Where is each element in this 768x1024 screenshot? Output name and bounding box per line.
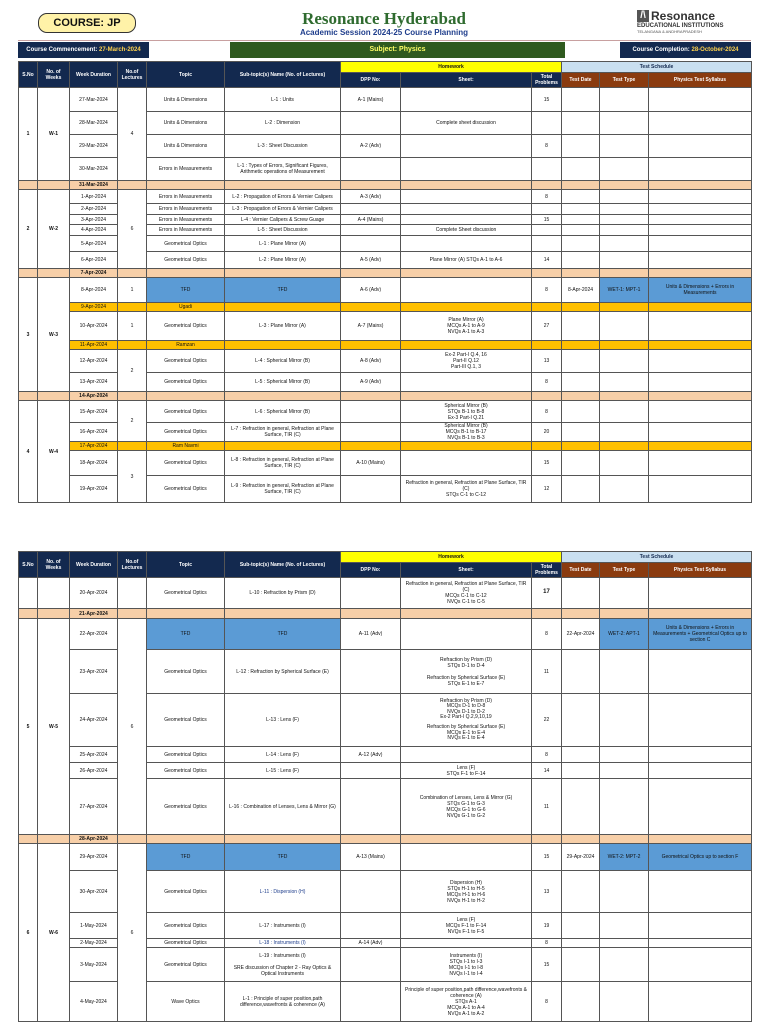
topic-cell: Geometrical Optics	[147, 451, 225, 476]
sheet-cell: Complete Sheet discussion	[401, 225, 532, 236]
dpp-cell: A-5 (Adv)	[341, 252, 401, 269]
buffer-date: 31-Mar-2024	[70, 181, 118, 190]
sheet-cell: Dispersion (H) STQs H-1 to H-5 MCQs H-1 to H-6 NVQs H-1 to H-2	[401, 871, 532, 913]
col-total: Total Problems	[532, 73, 562, 88]
date-cell: 30-Mar-2024	[70, 158, 118, 181]
table-row	[19, 312, 752, 341]
sheet-cell	[401, 88, 532, 112]
buffer-row	[19, 609, 752, 619]
holiday-label: Ugadi	[147, 303, 225, 312]
table-row	[19, 451, 752, 476]
sno-cell: 2	[19, 190, 38, 269]
dpp-cell: A-4 (Mains)	[341, 215, 401, 225]
sheet-cell: Refraction by Prism (D) STQs D-1 to D-4 Refraction by Spherical Surface (E) STQs E-1 to E-7	[401, 650, 532, 694]
lectures-cell: 6	[118, 844, 147, 1022]
commencement-label: Course Commencement:	[26, 47, 98, 53]
date-cell: 27-Apr-2024	[70, 779, 118, 835]
subtopic-cell: L-3 : Propagation of Errors & Vernier Calipers	[225, 204, 341, 215]
total-cell	[532, 236, 562, 252]
subtopic-cell: L-16 : Combination of Lenses, Lens & Mirror (G)	[225, 779, 341, 835]
topic-cell: Geometrical Optics	[147, 476, 225, 503]
sheet-cell: Combination of Lenses, Lens & Mirror (G) STQs G-1 to G-3 MCQs G-1 to G-6 NVQs G-1 to G-2	[401, 779, 532, 835]
sheet-cell: Refraction in general, Refraction at Plane Surface, TIR (C) MCQs C-1 to C-12 NVQs C-1 to C-5	[401, 578, 532, 609]
total-cell: 8	[532, 619, 562, 650]
total-cell: 15	[532, 451, 562, 476]
dpp-cell	[341, 578, 401, 609]
topic-cell: Geometrical Optics	[147, 694, 225, 747]
col-test-schedule: Test Schedule	[562, 552, 752, 563]
total-cell: 27	[532, 312, 562, 341]
total-cell: 15	[532, 844, 562, 871]
sno-cell: 4	[19, 401, 38, 503]
total-cell	[532, 112, 562, 135]
dpp-cell: A-7 (Mains)	[341, 312, 401, 341]
lectures-cell: 1	[118, 312, 147, 341]
dpp-cell	[341, 948, 401, 982]
table-row	[19, 844, 752, 871]
sheet-cell: Spherical Mirror (B) MCQs B-1 to B-17 NVQs B-1 to B-3	[401, 423, 532, 442]
subtopic-cell: L-1 : Types of Errors, Significant Figures, Arithmetic operations of Measurement	[225, 158, 341, 181]
date-cell: 24-Apr-2024	[70, 694, 118, 747]
dpp-cell	[341, 871, 401, 913]
subtopic-cell: TFD	[225, 278, 341, 303]
date-cell: 16-Apr-2024	[70, 423, 118, 442]
sheet-cell: Complete sheet discussion	[401, 112, 532, 135]
col-test-date: Test Date	[562, 73, 600, 88]
total-cell: 20	[532, 423, 562, 442]
sheet-cell	[401, 135, 532, 158]
lectures-cell: 2	[118, 350, 147, 392]
plan-table-1	[18, 61, 752, 503]
dpp-cell: A-13 (Mains)	[341, 844, 401, 871]
topic-cell: Geometrical Optics	[147, 312, 225, 341]
test-syllabus-cell: Geometrical Optics up to section F	[649, 844, 752, 871]
subtopic-cell: L-5 : Spherical Mirror (B)	[225, 373, 341, 392]
topic-cell: Geometrical Optics	[147, 252, 225, 269]
subtopic-cell: L-1 : Principle of super position,path difference,wavefronts & coherence (A)	[225, 982, 341, 1022]
buffer-date: 14-Apr-2024	[70, 392, 118, 401]
dpp-cell	[341, 204, 401, 215]
total-cell: 8	[532, 190, 562, 204]
sno-cell: 6	[19, 844, 38, 1022]
col-test-syllabus: Physics Test Syllabus	[649, 563, 752, 578]
sheet-cell	[401, 158, 532, 181]
topic-cell: Errors in Measurements	[147, 225, 225, 236]
dpp-cell	[341, 650, 401, 694]
topic-cell: Geometrical Optics	[147, 779, 225, 835]
dpp-cell	[341, 982, 401, 1022]
sheet-cell: Lens (F) MCQs F-1 to F-14 NVQs F-1 to F-5	[401, 913, 532, 939]
total-cell: 15	[532, 88, 562, 112]
total-cell	[532, 204, 562, 215]
subtopic-cell: L-8 : Refraction in general, Refraction at Plane Surface, TIR (C)	[225, 451, 341, 476]
test-date-cell: 29-Apr-2024	[562, 844, 600, 871]
subtopic-cell: L-7 : Refraction in general, Refraction at Plane Surface, TIR (C)	[225, 423, 341, 442]
test-date-cell	[562, 88, 600, 112]
subtopic-cell: L-14 : Lens (F)	[225, 747, 341, 763]
subtopic-cell: L-19 : Instruments (I) SRE discussion of Chapter 2 - Ray Optics & Optical Instruments	[225, 948, 341, 982]
buffer-row	[19, 181, 752, 190]
subtopic-cell: L-10 : Refraction by Prism (D)	[225, 578, 341, 609]
total-cell: 8	[532, 747, 562, 763]
total-cell: 13	[532, 350, 562, 373]
col-weeks: No. of Weeks	[38, 552, 70, 578]
sheet-cell	[401, 619, 532, 650]
total-cell: 12	[532, 476, 562, 503]
total-cell	[532, 158, 562, 181]
col-sno: S.No	[19, 62, 38, 88]
total-cell: 8	[532, 939, 562, 948]
week-cell: W-5	[38, 619, 70, 835]
subtopic-cell: TFD	[225, 844, 341, 871]
col-dpp: DPP No:	[341, 73, 401, 88]
topic-cell: Geometrical Optics	[147, 871, 225, 913]
lectures-cell: 6	[118, 190, 147, 269]
dpp-cell	[341, 423, 401, 442]
buffer-date: 21-Apr-2024	[70, 609, 118, 619]
sheet-cell: Ex-2 Part-I Q.4, 16 Part-II Q.12 Part-III Q.1, 3	[401, 350, 532, 373]
dpp-cell: A-3 (Adv)	[341, 190, 401, 204]
col-subtopic: Sub-topic(s) Name (No. of Lectures)	[225, 552, 341, 578]
dpp-cell: A-8 (Adv)	[341, 350, 401, 373]
total-cell: 19	[532, 913, 562, 939]
sheet-cell	[401, 844, 532, 871]
date-cell: 25-Apr-2024	[70, 747, 118, 763]
test-date-cell: 8-Apr-2024	[562, 278, 600, 303]
week-cell: W-6	[38, 844, 70, 1022]
date-cell: 20-Apr-2024	[70, 578, 118, 609]
lectures-cell: 6	[118, 619, 147, 835]
week-cell: W-3	[38, 278, 70, 392]
dpp-cell	[341, 112, 401, 135]
sheet-cell	[401, 190, 532, 204]
completion-bar	[620, 42, 751, 58]
subtopic-cell: TFD	[225, 619, 341, 650]
logo-line2: EDUCATIONAL INSTITUTIONS	[637, 23, 724, 29]
topic-cell: Geometrical Optics	[147, 747, 225, 763]
col-subtopic: Sub-topic(s) Name (No. of Lectures)	[225, 62, 341, 88]
col-test-syllabus: Physics Test Syllabus	[649, 73, 752, 88]
dpp-cell	[341, 476, 401, 503]
subtopic-cell: L-11 : Dispersion (H)	[225, 871, 341, 913]
subtopic-cell: L-4 : Vernier Calipers & Screw Guage	[225, 215, 341, 225]
col-sheet: Sheet:	[401, 563, 532, 578]
logo-mark-icon: /\	[637, 10, 649, 22]
logo-name: Resonance	[651, 9, 716, 23]
subtopic-cell: L-2 : Propagation of Errors & Vernier Calipers	[225, 190, 341, 204]
dpp-cell	[341, 763, 401, 779]
total-cell: 14	[532, 763, 562, 779]
total-cell: 8	[532, 401, 562, 423]
total-cell: 13	[532, 871, 562, 913]
buffer-row	[19, 835, 752, 844]
date-cell: 19-Apr-2024	[70, 476, 118, 503]
plan-table-2	[18, 551, 752, 1022]
date-cell: 3-Apr-2024	[70, 215, 118, 225]
table-row	[19, 278, 752, 303]
date-cell: 2-May-2024	[70, 939, 118, 948]
topic-cell: Geometrical Optics	[147, 578, 225, 609]
topic-cell: TFD	[147, 619, 225, 650]
completion-label: Course Completion:	[632, 47, 690, 53]
subtopic-cell: L-3 : Sheet Discussion	[225, 135, 341, 158]
dpp-cell: A-11 (Adv)	[341, 619, 401, 650]
total-cell	[532, 225, 562, 236]
dpp-cell	[341, 158, 401, 181]
dpp-cell	[341, 913, 401, 939]
course-badge: COURSE: JP	[38, 13, 136, 33]
topic-cell: Geometrical Optics	[147, 236, 225, 252]
date-cell: 8-Apr-2024	[70, 278, 118, 303]
sheet-cell: Instruments (I) STQs I-1 to I-3 MCQs I-1 to I-8 NVQs I-1 to I-4	[401, 948, 532, 982]
date-cell: 27-Mar-2024	[70, 88, 118, 112]
sheet-cell: Refraction by Prism (D) MCQs D-1 to D-8 NVQs D-1 to D-2 Ex-2 Part-I Q.2,9,10,19 Refraction by Spherical Surface (E) MCQs E-1 to E-4 NVQs E-1 to E-4	[401, 694, 532, 747]
topic-cell: Units & Dimensions	[147, 88, 225, 112]
subtopic-cell: L-15 : Lens (F)	[225, 763, 341, 779]
date-cell: 2-Apr-2024	[70, 204, 118, 215]
topic-cell: Geometrical Optics	[147, 350, 225, 373]
topic-cell: Errors in Measurements	[147, 204, 225, 215]
test-type-cell: WET-2: MPT-2	[600, 844, 649, 871]
buffer-date: 28-Apr-2024	[70, 835, 118, 844]
topic-cell: Geometrical Optics	[147, 763, 225, 779]
buffer-date: 7-Apr-2024	[70, 269, 118, 278]
subtopic-cell: L-5 : Sheet Discussion	[225, 225, 341, 236]
holiday-label: Ramzan	[147, 341, 225, 350]
col-topic: Topic	[147, 62, 225, 88]
topic-cell: Errors in Measurements	[147, 158, 225, 181]
col-test-schedule: Test Schedule	[562, 62, 752, 73]
holiday-row	[19, 303, 752, 312]
date-cell: 29-Mar-2024	[70, 135, 118, 158]
topic-cell: Errors in Measurements	[147, 190, 225, 204]
resonance-logo	[637, 9, 737, 34]
logo-line3: TELANGANA & ANDHRAPRADESH	[637, 29, 702, 34]
date-cell: 28-Mar-2024	[70, 112, 118, 135]
sheet-cell: Spherical Mirror (B) STQs B-1 to B-8 Ex-3 Part-I Q.21	[401, 401, 532, 423]
dpp-cell: A-10 (Mains)	[341, 451, 401, 476]
sheet-cell: Lens (F) STQs F-1 to F-14	[401, 763, 532, 779]
date-cell: 1-Apr-2024	[70, 190, 118, 204]
week-cell: W-1	[38, 88, 70, 181]
week-cell: W-4	[38, 401, 70, 503]
topic-cell: Geometrical Optics	[147, 650, 225, 694]
buffer-row	[19, 392, 752, 401]
col-sno: S.No	[19, 552, 38, 578]
date-cell: 13-Apr-2024	[70, 373, 118, 392]
total-cell: 8	[532, 135, 562, 158]
subtopic-cell: L-12 : Refraction by Spherical Surface (E)	[225, 650, 341, 694]
total-cell: 22	[532, 694, 562, 747]
sno-cell: 3	[19, 278, 38, 392]
subtopic-cell: L-17 : Instruments (I)	[225, 913, 341, 939]
header-separator	[18, 40, 751, 41]
subtopic-cell: L-13 : Lens (F)	[225, 694, 341, 747]
page-title: Resonance Hyderabad	[302, 9, 466, 28]
subject-bar: Subject: Physics	[230, 42, 565, 58]
holiday-row	[19, 341, 752, 350]
dpp-cell: A-2 (Adv)	[341, 135, 401, 158]
date-cell: 30-Apr-2024	[70, 871, 118, 913]
total-cell: 8	[532, 278, 562, 303]
subtopic-cell: L-3 : Plane Mirror (A)	[225, 312, 341, 341]
sheet-cell: Plane Mirror (A) STQs A-1 to A-6	[401, 252, 532, 269]
topic-cell: Geometrical Optics	[147, 401, 225, 423]
date-cell: 5-Apr-2024	[70, 236, 118, 252]
date-cell: 4-Apr-2024	[70, 225, 118, 236]
subtopic-cell: L-2 : Dimension	[225, 112, 341, 135]
dpp-cell: A-6 (Adv)	[341, 278, 401, 303]
total-cell: 14	[532, 252, 562, 269]
holiday-date: 17-Apr-2024	[70, 442, 118, 451]
col-weeks: No. of Weeks	[38, 62, 70, 88]
total-cell: 8	[532, 982, 562, 1022]
topic-cell: TFD	[147, 278, 225, 303]
subtopic-cell: L-2 : Plane Mirror (A)	[225, 252, 341, 269]
topic-cell: Wave Optics	[147, 982, 225, 1022]
dpp-cell	[341, 401, 401, 423]
table-row	[19, 350, 752, 373]
date-cell: 10-Apr-2024	[70, 312, 118, 341]
dpp-cell	[341, 225, 401, 236]
topic-cell: Geometrical Optics	[147, 423, 225, 442]
subtopic-cell: L-9 : Refraction in general, Refraction at Plane Surface, TIR (C)	[225, 476, 341, 503]
sheet-cell: Plane Mirror (A) MCQs A-1 to A-9 NVQs A-1 to A-3	[401, 312, 532, 341]
subtopic-cell: L-18 : Instruments (I)	[225, 939, 341, 948]
topic-cell: Geometrical Optics	[147, 948, 225, 982]
col-total: Total Problems	[532, 563, 562, 578]
commencement-bar	[18, 42, 149, 58]
dpp-cell: A-12 (Adv)	[341, 747, 401, 763]
total-cell: 15	[532, 215, 562, 225]
test-syllabus-cell: Units & Dimensions + Errors in Measurements + Geometrical Optics up to section C	[649, 619, 752, 650]
test-syllabus-cell	[649, 88, 752, 112]
test-type-cell: WET-1: MPT-1	[600, 278, 649, 303]
holiday-date: 9-Apr-2024	[70, 303, 118, 312]
total-cell: 11	[532, 650, 562, 694]
col-dpp: DPP No:	[341, 563, 401, 578]
col-lectures: No.of Lectures	[118, 62, 147, 88]
sno-cell: 1	[19, 88, 38, 181]
col-homework: Homework	[341, 62, 562, 73]
col-topic: Topic	[147, 552, 225, 578]
test-type-cell	[600, 88, 649, 112]
col-test-type: Test Type	[600, 73, 649, 88]
topic-cell: Errors in Measurements	[147, 215, 225, 225]
lectures-cell: 4	[118, 88, 147, 181]
col-duration: Week Duration	[70, 62, 118, 88]
buffer-row	[19, 269, 752, 278]
lectures-cell: 1	[118, 278, 147, 303]
total-cell: 15	[532, 948, 562, 982]
holiday-label: Ram Navmi	[147, 442, 225, 451]
topic-cell: Geometrical Optics	[147, 939, 225, 948]
topic-cell: Units & Dimensions	[147, 135, 225, 158]
sheet-cell	[401, 939, 532, 948]
dpp-cell: A-1 (Mains)	[341, 88, 401, 112]
date-cell: 29-Apr-2024	[70, 844, 118, 871]
dpp-cell	[341, 236, 401, 252]
subtopic-cell: L-6 : Spherical Mirror (B)	[225, 401, 341, 423]
test-date-cell: 22-Apr-2024	[562, 619, 600, 650]
completion-date: 28-October-2024	[691, 47, 739, 53]
col-test-date: Test Date	[562, 563, 600, 578]
date-cell: 1-May-2024	[70, 913, 118, 939]
sheet-cell	[401, 204, 532, 215]
table-row	[19, 190, 752, 204]
page-subtitle: Academic Session 2024-25 Course Planning	[299, 28, 469, 37]
subtopic-cell: L-1 : Plane Mirror (A)	[225, 236, 341, 252]
sheet-cell	[401, 747, 532, 763]
date-cell: 18-Apr-2024	[70, 451, 118, 476]
table-row	[19, 88, 752, 112]
lectures-cell: 3	[118, 451, 147, 503]
date-cell: 22-Apr-2024	[70, 619, 118, 650]
date-cell: 26-Apr-2024	[70, 763, 118, 779]
sheet-cell	[401, 278, 532, 303]
total-cell: 11	[532, 779, 562, 835]
holiday-row	[19, 442, 752, 451]
test-type-cell: WET-2: APT-1	[600, 619, 649, 650]
subtopic-cell: L-4 : Spherical Mirror (B)	[225, 350, 341, 373]
sno-cell: 5	[19, 619, 38, 835]
topic-cell: Geometrical Optics	[147, 373, 225, 392]
sheet-cell	[401, 215, 532, 225]
total-cell: 8	[532, 373, 562, 392]
topic-cell: Units & Dimensions	[147, 112, 225, 135]
date-cell: 3-May-2024	[70, 948, 118, 982]
dpp-cell: A-14 (Adv)	[341, 939, 401, 948]
test-syllabus-cell: Units & Dimensions + Errors in Measurements	[649, 278, 752, 303]
week-cell: W-2	[38, 190, 70, 269]
table-row	[19, 401, 752, 423]
dpp-cell	[341, 694, 401, 747]
sheet-cell	[401, 451, 532, 476]
commencement-date: 27-March-2024	[98, 47, 141, 53]
date-cell: 15-Apr-2024	[70, 401, 118, 423]
dpp-cell: A-9 (Adv)	[341, 373, 401, 392]
subtopic-cell: L-1 : Units	[225, 88, 341, 112]
dpp-cell	[341, 779, 401, 835]
holiday-date: 11-Apr-2024	[70, 341, 118, 350]
date-cell: 6-Apr-2024	[70, 252, 118, 269]
table-row	[19, 619, 752, 650]
col-test-type: Test Type	[600, 563, 649, 578]
topic-cell: Geometrical Optics	[147, 913, 225, 939]
date-cell: 12-Apr-2024	[70, 350, 118, 373]
lectures-cell: 2	[118, 401, 147, 442]
col-duration: Week Duration	[70, 552, 118, 578]
col-homework: Homework	[341, 552, 562, 563]
sheet-cell	[401, 373, 532, 392]
date-cell: 4-May-2024	[70, 982, 118, 1022]
col-sheet: Sheet:	[401, 73, 532, 88]
sheet-cell: Refraction in general, Refraction at Plane Surface, TIR (C) STQs C-1 to C-12	[401, 476, 532, 503]
sheet-cell	[401, 236, 532, 252]
total-cell: 17	[532, 578, 562, 609]
date-cell: 23-Apr-2024	[70, 650, 118, 694]
sheet-cell: Principle of super position,path difference,wavefronts & coherence (A) STQs A-1 MCQs A-1 to A-4 NVQs A-1 to A-2	[401, 982, 532, 1022]
table-row	[19, 578, 752, 609]
topic-cell: TFD	[147, 844, 225, 871]
col-lectures: No.of Lectures	[118, 552, 147, 578]
